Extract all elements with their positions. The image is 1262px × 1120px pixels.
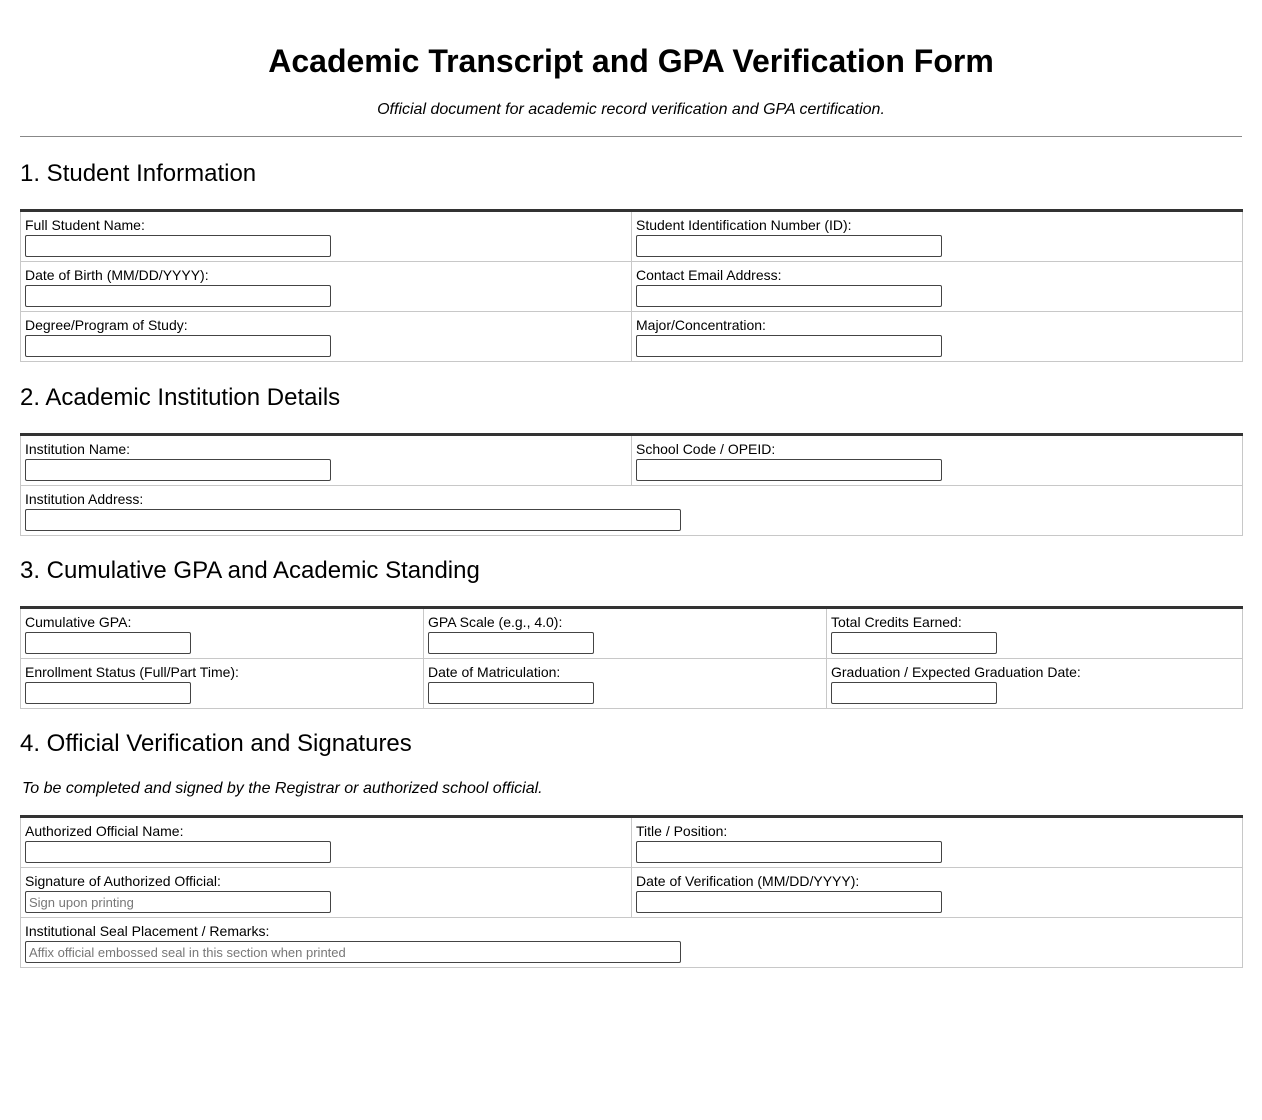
cumulative-gpa-label: Cumulative GPA: (25, 614, 132, 630)
graduation-date-label: Graduation / Expected Graduation Date: (831, 664, 1081, 680)
cumulative-gpa-cell (21, 608, 424, 659)
school-code-cell (632, 435, 1243, 486)
degree-input[interactable] (25, 335, 331, 357)
gpa-scale-input[interactable] (428, 632, 594, 654)
full-name-input[interactable] (25, 235, 331, 257)
seal-remarks-input[interactable] (25, 941, 681, 963)
enrollment-status-cell (21, 659, 424, 709)
dob-cell (21, 262, 632, 312)
official-name-cell (21, 817, 632, 868)
matriculation-date-input[interactable] (428, 682, 594, 704)
institution-name-input[interactable] (25, 459, 331, 481)
student-id-input[interactable] (636, 235, 942, 257)
graduation-date-cell (827, 659, 1243, 709)
enrollment-status-input[interactable] (25, 682, 191, 704)
major-label: Major/Concentration: (636, 317, 766, 333)
student-id-cell (632, 211, 1243, 262)
total-credits-input[interactable] (831, 632, 997, 654)
school-code-input[interactable] (636, 459, 942, 481)
institution-details-table (20, 433, 1243, 536)
section-title-verification-signatures: 4. Official Verification and Signatures (20, 730, 412, 757)
gpa-scale-cell (424, 608, 827, 659)
matriculation-date-cell (424, 659, 827, 709)
signature-label: Signature of Authorized Official: (25, 873, 221, 889)
degree-cell (21, 312, 632, 362)
institution-name-label: Institution Name: (25, 441, 131, 457)
email-input[interactable] (636, 285, 942, 307)
verification-signatures-table (20, 815, 1243, 968)
institution-name-cell (21, 435, 632, 486)
section-title-gpa-standing: 3. Cumulative GPA and Academic Standing (20, 557, 480, 584)
signature-cell (21, 868, 632, 918)
verification-date-cell (632, 868, 1243, 918)
total-credits-cell (827, 608, 1243, 659)
section-title-institution-details: 2. Academic Institution Details (20, 384, 341, 411)
cumulative-gpa-input[interactable] (25, 632, 191, 654)
official-name-input[interactable] (25, 841, 331, 863)
gpa-scale-label: GPA Scale (e.g., 4.0): (428, 614, 563, 630)
dob-input[interactable] (25, 285, 331, 307)
institution-address-label: Institution Address: (25, 491, 144, 507)
student-id-label: Student Identification Number (ID): (636, 217, 852, 233)
official-title-cell (632, 817, 1243, 868)
student-information-table (20, 209, 1243, 362)
total-credits-label: Total Credits Earned: (831, 614, 962, 630)
gpa-standing-table (20, 606, 1243, 709)
section-title-student-information: 1. Student Information (20, 160, 257, 187)
institution-address-input[interactable] (25, 509, 681, 531)
official-name-label: Authorized Official Name: (25, 823, 184, 839)
verification-date-label: Date of Verification (MM/DD/YYYY): (636, 873, 860, 889)
seal-remarks-label: Institutional Seal Placement / Remarks: (25, 923, 270, 939)
graduation-date-input[interactable] (831, 682, 997, 704)
matriculation-date-label: Date of Matriculation: (428, 664, 561, 680)
page-subtitle: Official document for academic record verification and GPA certification. (377, 101, 885, 118)
email-cell (632, 262, 1243, 312)
verification-note: To be completed and signed by the Registrar or authorized school official. (22, 780, 543, 797)
official-title-input[interactable] (636, 841, 942, 863)
verification-date-input[interactable] (636, 891, 942, 913)
email-label: Contact Email Address: (636, 267, 782, 283)
full-name-cell (21, 211, 632, 262)
official-title-label: Title / Position: (636, 823, 728, 839)
enrollment-status-label: Enrollment Status (Full/Part Time): (25, 664, 239, 680)
major-input[interactable] (636, 335, 942, 357)
seal-remarks-cell (21, 918, 1243, 968)
page-title: Academic Transcript and GPA Verification Form (268, 43, 994, 79)
major-cell (632, 312, 1243, 362)
school-code-label: School Code / OPEID: (636, 441, 776, 457)
full-name-label: Full Student Name: (25, 217, 145, 233)
signature-input[interactable] (25, 891, 331, 913)
degree-label: Degree/Program of Study: (25, 317, 188, 333)
institution-address-cell (21, 486, 1243, 536)
dob-label: Date of Birth (MM/DD/YYYY): (25, 267, 209, 283)
